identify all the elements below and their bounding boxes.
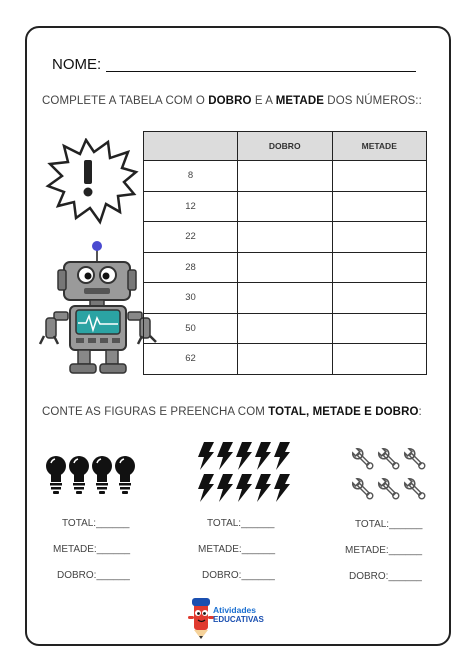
name-label: NOME: [52,56,102,73]
table-number-cell: 28 [144,252,238,283]
pencil-mascot-icon [186,596,216,640]
wrenches-dobro-field[interactable]: DOBRO:______ [349,571,422,582]
lightbulbs-group [46,454,138,496]
brand-logo: Atividades EDUCATIVAS [213,605,264,624]
lightning-bolt-icon [255,442,271,470]
lightning-bolt-icon [217,442,233,470]
metade-answer-cell[interactable] [332,252,427,283]
table-header-row [144,132,427,161]
table-number-cell: 12 [144,191,238,222]
table-number-cell: 30 [144,283,238,314]
robot-icon [40,241,156,373]
dobro-answer-cell[interactable] [238,161,333,192]
metade-answer-cell[interactable] [332,222,427,253]
dobro-answer-cell[interactable] [238,222,333,253]
dobro-answer-cell[interactable] [238,252,333,283]
table-header-metade: METADE [332,132,427,161]
exclamation-burst-icon [48,140,136,222]
lightning-bolt-icon [274,474,290,502]
lightbulb-icon [69,456,89,494]
lightning-bolt-icon [255,474,271,502]
lightbulb-icon [115,456,135,494]
metade-answer-cell[interactable] [332,313,427,344]
wrenches-metade-field[interactable]: METADE:______ [345,545,423,556]
table-row [144,161,427,192]
lightning-bolts-group [196,442,296,504]
wrench-icon [377,477,401,501]
table-number-cell: 62 [144,344,238,375]
wrench-icon [377,447,401,471]
table-row [144,252,427,283]
wrenches-total-field[interactable]: TOTAL:______ [355,519,423,530]
robot-illustration [36,138,160,376]
table-number-cell: 8 [144,161,238,192]
lightning-bolt-icon [198,442,214,470]
lightning-bolt-icon [217,474,233,502]
lightning-bolt-icon [274,442,290,470]
lightbulb-icon [46,456,66,494]
dobro-answer-cell[interactable] [238,313,333,344]
name-row [52,56,101,73]
bolts-dobro-field[interactable]: DOBRO:______ [202,570,275,581]
wrench-icon [352,477,375,501]
table-header-dobro: DOBRO [238,132,333,161]
wrench-icon [403,447,427,471]
figures-instruction: CONTE AS FIGURAS E PREENCHA COM TOTAL, METADE E DOBRO: [42,406,422,418]
metade-answer-cell[interactable] [332,191,427,222]
bolts-total-field[interactable]: TOTAL:______ [207,518,275,529]
dobro-answer-cell[interactable] [238,191,333,222]
table-number-cell: 50 [144,313,238,344]
lightbulb-icon [92,456,112,494]
dobro-answer-cell[interactable] [238,344,333,375]
table-header-number [144,132,238,161]
table-row [144,191,427,222]
double-half-table [143,131,427,375]
dobro-answer-cell[interactable] [238,283,333,314]
metade-answer-cell[interactable] [332,344,427,375]
lightning-bolt-icon [198,474,214,502]
bolts-metade-field[interactable]: METADE:______ [198,544,276,555]
table-row [144,222,427,253]
bulbs-dobro-field[interactable]: DOBRO:______ [57,570,130,581]
lightning-bolt-icon [236,442,252,470]
metade-answer-cell[interactable] [332,283,427,314]
bulbs-total-field[interactable]: TOTAL:______ [62,518,130,529]
table-number-cell: 22 [144,222,238,253]
bulbs-metade-field[interactable]: METADE:______ [53,544,131,555]
table-row [144,283,427,314]
lightning-bolt-icon [236,474,252,502]
table-instruction: COMPLETE A TABELA COM O DOBRO E A METADE DOS NÚMEROS:: [42,95,422,107]
name-line[interactable] [106,71,416,72]
table-row [144,313,427,344]
table-row [144,344,427,375]
wrench-icon [403,477,427,501]
wrench-icon [352,447,375,471]
wrenches-group [352,442,432,504]
metade-answer-cell[interactable] [332,161,427,192]
